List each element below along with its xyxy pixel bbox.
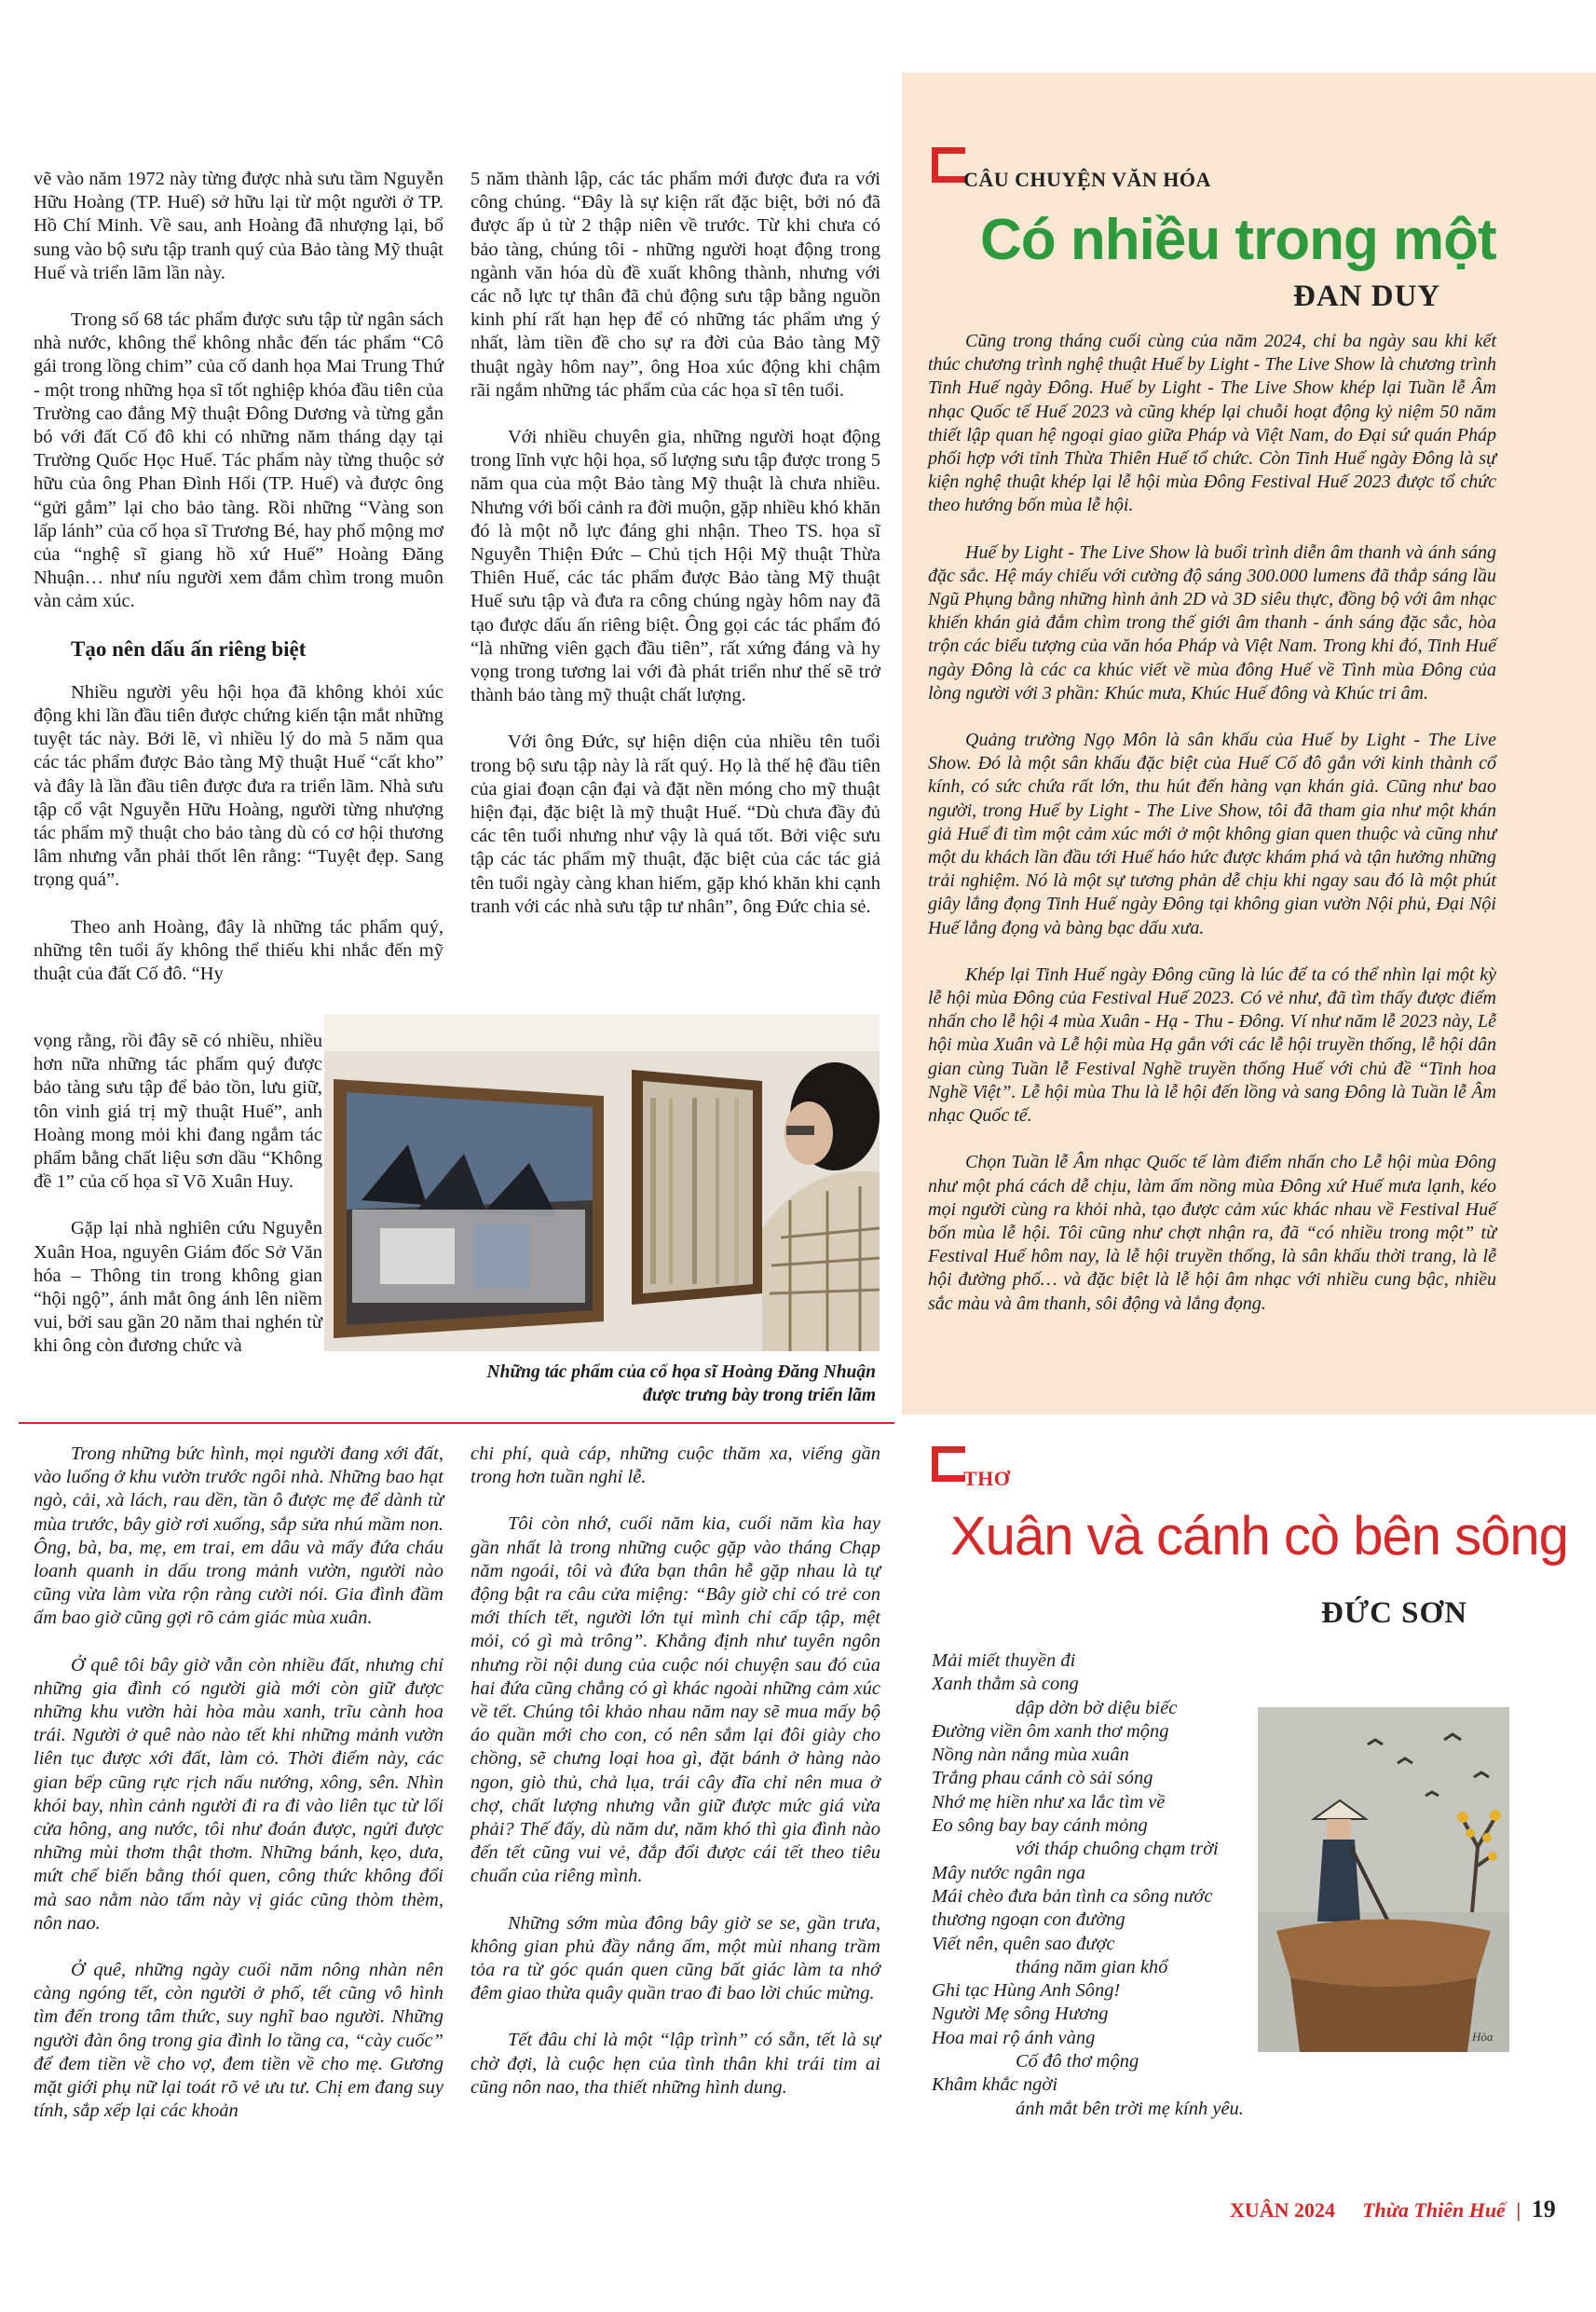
paragraph: 5 năm thành lập, các tác phẩm mới được đưa ra với công chúng. “Đây là sự kiện rất đặc biệt, bởi nó đã được ấp ủ từ 2 thập niên về trước. Từ khi chưa có bảo tàng, chúng tôi - những người hoạt động trong ngành văn hóa dù đề xuất không thành, nhưng với các nỗ lực tự thân đã chủ động sưu tập bằng nguồn kinh phí rất hạn hẹp để có những tác phẩm ưng ý nhất, làm tiền đề cho sự ra đời của Bảo tàng Mỹ thuật ngày hôm nay”, ông Hoa xúc động khi chậm rãi ngắm những tác phẩm của các họa sĩ tên tuổi. [471, 169, 880, 401]
poem-line: Eo sông bay bay cánh mỏng [932, 1815, 1148, 1837]
page-footer [1230, 2196, 1556, 2223]
magazine-name: Thừa Thiên Huế [1362, 2198, 1506, 2222]
photo-caption [438, 1361, 876, 1407]
paragraph: vọng rằng, rồi đây sẽ có nhiều, nhiều hơn nữa những tác phẩm quý được bảo tàng sưu tập để bảo tồn, lưu giữ, tôn vinh giá trị mỹ thuật Huế”, anh Hoàng mong mỏi khi đang ngắm tác phẩm bằng chất liệu sơn dầu “Không đề 1” của cố họa sĩ Võ Xuân Huy. [34, 1031, 322, 1193]
illustration-signature: Hòa [1472, 2030, 1494, 2044]
article-column-2 [471, 168, 880, 919]
footer-separator: | [1516, 2198, 1521, 2222]
poem-title: Xuân và cánh cò bên sông [950, 1506, 1568, 1566]
section-label: CÂU CHUYỆN VĂN HÓA [963, 168, 1211, 191]
paragraph: Cũng trong tháng cuối cùng của năm 2024, chỉ ba ngày sau khi kết thúc chương trình nghệ thuật Huế by Light - The Live Show là chương trình Tinh Huế ngày Đông. Huế by Light - The Live Show khép lại Tuần lễ Âm nhạc Quốc tế Huế 2023 và cũng khép lại chuỗi hoạt động kỷ niệm 50 năm thiết lập quan hệ ngoại giao giữa Pháp và Việt Nam, do Đại sứ quán Pháp phối hợp với tỉnh Thừa Thiên Huế tổ chức. Còn Tinh Huế ngày Đông là sự kiện nghệ thuật khép lại lễ hội mùa Đông Festival Huế 2023 được tổ chức theo hướng bốn mùa lễ hội. [928, 331, 1496, 516]
poem-line: Người Mẹ sông Hương [932, 2004, 1109, 2025]
paragraph: vẽ vào năm 1972 này từng được nhà sưu tầm Nguyễn Hữu Hoàng (TP. Huế) sở hữu lại từ một người ở TP. Hồ Chí Minh. Về sau, anh Hoàng đã nhượng lại, bổ sung vào bộ sưu tập tranh quý của Bảo tàng Mỹ thuật Huế và triển lãm lần này. [34, 169, 443, 283]
section-subheading: Tạo nên dấu ấn riêng biệt [71, 636, 307, 661]
essay-column-2 [471, 1443, 880, 2100]
paragraph: Những sớm mùa đông bây giờ se se, gần trưa, không gian phủ đầy nắng ấm, một mùi nhang trầm tỏa ra từ góc quán quen cũng bất giác làm ta nhớ đêm giao thừa quây quần trao đi bao lời chúc mừng. [471, 1912, 880, 2004]
paragraph: Tôi còn nhớ, cuối năm kia, cuối năm kìa hay gần nhất là trong những cuộc gặp vào tháng Chạp năm ngoái, tôi và đứa bạn thân hễ gặp nhau là tự động bật ra câu cửa miệng: “Bây giờ chỉ có trẻ con mới thích tết, người lớn tụi mình chỉ cấp tập, mệt mỏi, có gì mà trông”. Khẳng định như tuyên ngôn nhưng rồi nội dung của cuộc nói chuyện sau đó của hai đứa cũng chẳng có gì khác ngoài những cảm xúc về tết. Chúng tôi khảo nhau năm nay sẽ mua mấy bộ áo quần mới cho con, có nên sắm lại đôi giày cho chồng, sẽ chưng loại hoa gì, đặt bánh ở hàng nào ngon, giò thủ, chả lụa, trái cây đĩa chỉ nên mua ở chợ, chất lượng nhưng vẫn giữ được mức giá vừa phải? Thế đấy, dù năm dư, năm khó thì gia đình nào đến tết cũng vui vẻ, đắp đổi được cái tết theo tiêu chuẩn của riêng mình. [471, 1513, 880, 1887]
story-body [928, 330, 1496, 1339]
poem-line: ánh mắt bên trời mẹ kính yêu. [1016, 2098, 1244, 2119]
poem-line: Cố đô thơ mộng [1016, 2051, 1139, 2073]
poem-line: Khâm khắc ngời [932, 2074, 1058, 2096]
poem-line: Hoa mai rộ ánh vàng [932, 2027, 1096, 2048]
poem-line: Trắng phau cánh cò sải sóng [932, 1768, 1153, 1789]
poem-line: Mây nước ngân nga [932, 1862, 1086, 1883]
section-divider [19, 1422, 894, 1424]
caption-line: Những tác phẩm của cố họa sĩ Hoàng Đăng Nhuận [486, 1362, 876, 1382]
poem-line: Viết nên, quên sao được [932, 1933, 1115, 1954]
paragraph: Với nhiều chuyên gia, những người hoạt động trong lĩnh vực hội họa, số lượng sưu tập được trong 5 năm qua của một Bảo tàng Mỹ thuật là chưa nhiều. Nhưng với bối cảnh ra đời muộn, gặp nhiều khó khăn đó là một nỗ lực đáng ghi nhận. Theo TS. họa sĩ Nguyễn Thiện Đức – Chủ tịch Hội Mỹ thuật Thừa Thiên Huế, các tác phẩm được Bảo tàng Mỹ thuật Huế sưu tập và đưa ra công chúng ngày hôm nay đã tạo được dấu ấn riêng biệt. Ông gọi các tác phẩm đó “là những viên gạch đầu tiên”, rất xứng đáng và hy vọng trong tương lai với đà phát triển như thế sẽ trở thành bảo tàng mỹ thuật chất lượng. [471, 427, 880, 706]
poem-line: Đường viền ôm xanh thơ mộng [932, 1720, 1169, 1742]
section-label: THƠ [963, 1467, 1011, 1490]
article-column-1 [34, 168, 443, 986]
section-marker-icon [932, 1446, 965, 1482]
poem-illustration [1258, 1707, 1509, 2052]
article-column-1-narrow [34, 1030, 322, 1359]
paragraph: Ở quê tôi bây giờ vẫn còn nhiều đất, nhưng chỉ những gia đình có người già mới còn giữ được những khu vườn hài hòa màu xanh, trĩu cành hoa trái. Người ở quê nào nào tết khi những mảnh vườn liên tục được xới đất, làm cỏ. Thời điểm này, các gian bếp cũng rực rịch nấu nướng, xông, sên. Nhìn khói bay, nhìn cảnh người đi ra đi vào liên tục từ lối cửa hông, ang nước, tôi như đoán được, ngửi được những mùi thơm thật thơm. Những bánh, kẹo, dưa, mứt chế biến bằng thói quen, công thức không đổi mà sao nằm nào tấm này vị giác cũng thòm thèm, nôn nao. [34, 1654, 443, 1934]
exhibition-photo [324, 1014, 880, 1351]
page-number: 19 [1531, 2196, 1556, 2223]
poem-line: Nhớ mẹ hiền như xa lắc tìm về [932, 1791, 1166, 1813]
poem-line: Nồng nàn nắng mùa xuân [932, 1744, 1129, 1766]
paragraph: Huế by Light - The Live Show là buổi trình diễn âm thanh và ánh sáng đặc sắc. Hệ máy chiếu với cường độ sáng 300.000 lumens đã thắp sáng lầu Ngũ Phụng bằng những hình ảnh 2D và 3D siêu thực, đồng bộ với âm nhạc khiến khán giả đắm chìm trong thế giới âm thanh - ánh sáng đặc sắc, hòa trộn các biểu tượng của văn hóa Pháp và Việt Nam. Trong khi đó, Tinh Huế ngày Đông là các ca khúc viết về mùa đông Huế về Tình mùa Đông của lòng người với 3 phần: Khúc mưa, Khúc Huế đông và Khúc tri âm. [928, 541, 1496, 704]
poem-line: Mải miết thuyền đi [932, 1650, 1076, 1671]
story-title: Có nhiều trong một [980, 208, 1496, 272]
section-marker-icon [932, 147, 965, 183]
paragraph: Trong số 68 tác phẩm được sưu tập từ ngân sách nhà nước, không thể không nhắc đến tác phẩm “Cô gái trong lồng chim” của cố danh họa Mai Trung Thứ - một trong những họa sĩ tốt nghiệp khóa đầu tiên của Trường cao đẳng Mỹ thuật Đông Dương và từng gắn bó với đất Cố đô khi có những năm tháng dạy tại Trường Quốc Học Huế. Tác phẩm này từng thuộc sở hữu của ông Phan Đình Hối (TP. Huế) và được ông “gửi gắm” lại cho bảo tàng. Rồi những “Vàng son lấp lánh” của cố họa sĩ Trương Bé, hay phố mộng mơ của “nghệ sĩ giang hồ xứ Huế” Hoàng Đăng Nhuận… như níu người xem đắm chìm trong muôn vàn cảm xúc. [34, 309, 443, 612]
paragraph: Theo anh Hoàng, đây là những tác phẩm quý, những tên tuổi ấy không thể thiếu khi nhắc đến mỹ thuật của đất Cố đô. “Hy [34, 916, 443, 985]
paragraph: Gặp lại nhà nghiên cứu Nguyễn Xuân Hoa, nguyên Giám đốc Sở Văn hóa – Thông tin trong không gian “hội ngộ”, ánh mắt ông ánh lên niềm vui, bởi sau gần 20 năm thai nghén từ khi ông còn đương chức và [34, 1218, 322, 1357]
poem-line: với tháp chuông chạm trời [1016, 1839, 1219, 1860]
paragraph: Tết đâu chỉ là một “lập trình” có sẵn, tết là sự chờ đợi, là cuộc hẹn của tình thân khi trái tim ai cũng nôn nao, tha thiết những hình dung. [471, 2030, 880, 2098]
poem-line: thương ngoạn con đường [932, 1909, 1125, 1931]
story-author: ĐAN DUY [1293, 280, 1441, 313]
poem-line: Xanh thẳm sà cong [932, 1674, 1079, 1695]
poem-line: Mái chèo đưa bản tình ca sông nước [932, 1885, 1213, 1907]
paragraph: Khép lại Tinh Huế ngày Đông cũng là lúc để ta có thể nhìn lại một kỳ lễ hội mùa Đông của Festival Huế 2023. Có vẻ như, đã tìm thấy được điểm nhấn cho lễ hội 4 mùa Xuân - Hạ - Thu - Đông. Ví như năm lễ 2023 này, Lễ hội mùa Xuân và Lễ hội mùa Hạ gắn với các lễ hội truyền thống, lễ hội dân gian cùng Tuần lễ Festival Nghề truyền thống Huế với chủ đề “Tinh hoa Nghề Việt”. Lễ hội mùa Thu là lễ hội đến lồng và sang Đông là Tuần lễ Âm nhạc Quốc tế. [928, 964, 1496, 1127]
paragraph: Với ông Đức, sự hiện diện của nhiều tên tuổi trong bộ sưu tập này là rất quý. Họ là thế hệ đầu tiên của giai đoạn cận đại và đặt nền móng cho mỹ thuật hiện đại, đặc biệt là mỹ thuật Huế. “Dù chưa đầy đủ các tên tuổi nhưng như vậy là quá tốt. Bởi việc sưu tập các tác phẩm mỹ thuật, đặc biệt của các tác giả tên tuổi ngày càng khan hiếm, gặp khó khăn khi cạnh tranh với các nhà sưu tập tư nhân”, ông Đức chia sẻ. [471, 732, 880, 917]
paragraph: Trong những bức hình, mọi người đang xới đất, vào luống ở khu vườn trước ngôi nhà. Những bao hạt ngò, cải, xà lách, rau dền, tần ô được mẹ để dành từ mùa trước, bây giờ rơi xuống, sắp sửa nhú mầm non. Ông, bà, ba, mẹ, em trai, em dâu và mấy đứa cháu loanh quanh in dấu trong mảnh vườn, người nào cũng vừa làm vừa rộn ràng cười nói. Gia đình đầm ấm bao giờ cũng gợi rõ cảm giác mùa xuân. [34, 1443, 443, 1629]
poem-author: ĐỨC SƠN [1321, 1596, 1468, 1630]
issue-label: XUÂN 2024 [1230, 2198, 1336, 2222]
paragraph: Ở quê, những ngày cuối năm nông nhàn nên càng ngóng tết, còn người ở phố, tết cũng vô hình tìm đến trong tâm thức, suy nghĩ bao người. Những người đàn ông trong gia đình lo tầng ca, “cày cuốc” để đem tiền về cho vợ, đem tiền về cho mẹ. Gương mặt giới phụ nữ lại toát rõ vẻ ưu tư. Chị em đang suy tính, sắp xếp lại các khoản [34, 1960, 443, 2122]
poem-line: Ghi tạc Hùng Anh Sông! [932, 1980, 1121, 2002]
caption-line: được trưng bày trong triển lãm [643, 1386, 876, 1405]
paragraph: Chọn Tuần lễ Âm nhạc Quốc tế làm điểm nhấn cho Lễ hội mùa Đông như một phá cách dễ chịu, làm ấm nồng mùa Đông xứ Huế mưa lạnh, kéo mọi người cùng ra khỏi nhà, tạo được cảm xúc khác nhau về Festival Huế bốn mùa lễ hội. Tôi cũng như chợt nhận ra, đã “có nhiều trong một” từ Festival Huế hôm nay, là lễ hội truyền thống, là sân khấu thời trang, là lễ hội đường phố… và đặc biệt là lễ hội âm nhạc với nhiều cung bậc, nhiều sắc màu và âm thanh, sôi động và lắng đọng. [928, 1152, 1496, 1314]
poem-line: tháng năm gian khổ [1016, 1956, 1168, 1977]
paragraph: Quảng trường Ngọ Môn là sân khấu của Huế by Light - The Live Show. Đó là một sân khấu đặc biệt của Huế Cố đô gắn với kinh thành cổ kính, có sức chứa rất lớn, thu hút đến hàng vạn khán giả. Cũng như bao người, trong Huế by Light - The Live Show, tôi đã tham gia như một khán giả Huế đi tìm một cảm xúc mới ở một không gian quen thuộc và cũng như một du khách lần đầu tới Huế háo hức được khám phá và tận hưởng những trải nghiệm. Nó là một sự tương phản dễ chịu khi ngay sau đó là một phút giây lắng đọng Tinh Huế ngày Đông tại không gian vườn Nội phủ, Đại Nội Huế lắng đọng và bàng bạc dấu xưa. [928, 730, 1496, 938]
poem-line: dập dờn bờ diệu biếc [1016, 1697, 1178, 1718]
poem-body [932, 1649, 1286, 2121]
paragraph: chi phí, quà cáp, những cuộc thăm xa, viếng gần trong hơn tuần nghỉ lễ. [471, 1443, 880, 1488]
paragraph: Nhiều người yêu hội họa đã không khỏi xúc động khi lần đầu tiên được chứng kiến tận mắt những tuyệt tác này. Bởi lẽ, vì nhiều lý do mà 5 năm qua các tác phẩm được Bảo tàng Mỹ thuật Huế “cất kho” và đây là lần đầu tiên được đưa ra triển lãm. Nhà sưu tập cổ vật Nguyễn Hữu Hoàng, người từng nhượng tác phẩm mỹ thuật cho bảo tàng dù có cơ hội thương lâm nhưng vẫn phải thốt lên rằng: “Tuyệt đẹp. Sang trọng quá”. [34, 681, 443, 891]
essay-column-1 [34, 1443, 443, 2123]
